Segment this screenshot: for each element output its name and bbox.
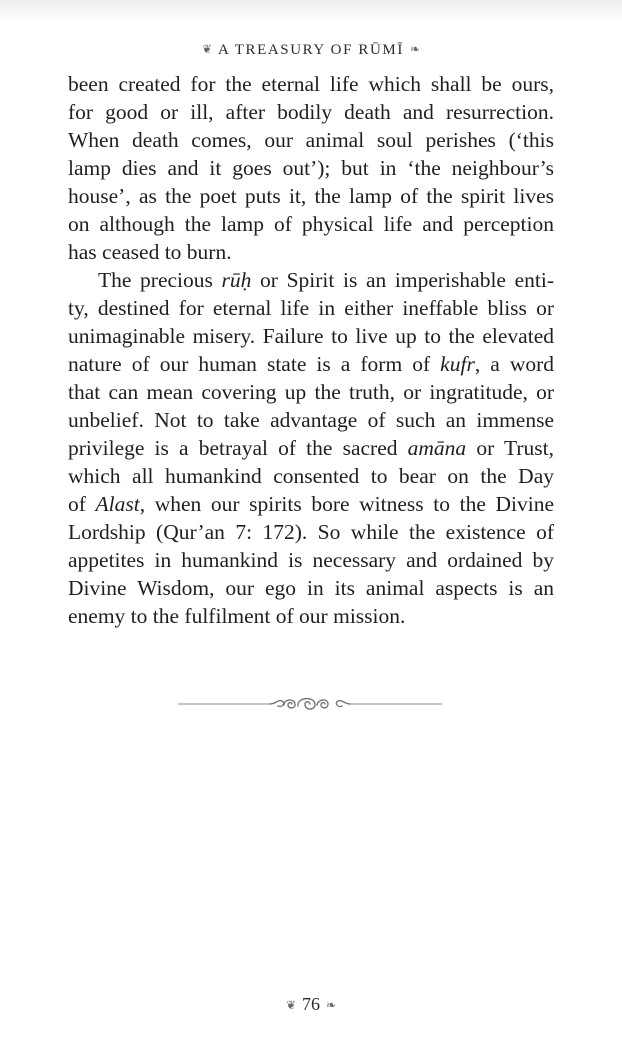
body-text [68,70,554,630]
italic-term: kufr [440,352,475,376]
paragraph-1-line: been created for the eternal life which shall be ours, [68,72,554,96]
text-run: The precious [98,268,222,292]
paragraph-2-line: enemy to the fulfilment of our mission. [68,604,406,628]
fleuron-left-icon: ❦ [285,998,296,1012]
running-header [0,42,622,59]
paragraph-2-line [68,434,554,462]
paragraph-2-line: which all humankind consented to bear on the Day [68,464,554,488]
paragraph-1-line: house’, as the poet puts it, the lamp of the spirit lives [68,184,554,208]
section-divider-flourish-icon [178,692,442,716]
text-run: or Spirit is an imperishable enti- [251,268,554,292]
fleuron-right-icon: ❧ [326,998,337,1012]
paragraph-1-line: lamp dies and it goes out’); but in ‘the neighbour’s [68,156,554,180]
fleuron-right-icon: ❧ [409,42,421,56]
paragraph-1-line: When death comes, our animal soul perishes (‘this [68,128,554,152]
text-run: or Trust, [466,436,554,460]
paragraph-2-line: Lordship (Qur’an 7: 172). So while the existence of [68,520,554,544]
page-footer [0,994,622,1015]
paragraph-2-line: ty, destined for eternal life in either ineffable bliss or [68,296,554,320]
paragraph-2-line [68,490,554,518]
text-run: , when our spirits bore witness to the Divine [139,492,554,516]
paragraph-2-line: unimaginable misery. Failure to live up to the elevated [68,324,554,348]
running-title: A TREASURY OF RŪMĪ [218,42,404,58]
text-run: privilege is a betrayal of the sacred [68,436,408,460]
paragraph-2-line: Divine Wisdom, our ego in its animal aspects is an [68,576,554,600]
text-run: nature of our human state is a form of [68,352,441,376]
italic-term: amāna [407,436,467,460]
paragraph-2-line: unbelief. Not to take advantage of such an immense [68,408,554,432]
paragraph-2-line: appetites in humankind is necessary and ordained by [68,548,554,572]
paragraph-1-line: for good or ill, after bodily death and resurrection. [68,100,554,124]
page-top-shadow [0,0,622,22]
paragraph-2-line: that can mean covering up the truth, or ingratitude, or [68,380,554,404]
fleuron-left-icon: ❦ [201,42,213,56]
paragraph-2-line [68,266,554,294]
italic-term: Alast [95,492,140,516]
italic-term: rūḥ [221,268,252,292]
text-run: of [68,492,96,516]
text-run: , a word [474,352,554,376]
paragraph-1-line: has ceased to burn. [68,240,232,264]
paragraph-2-line [68,350,554,378]
paragraph-1-line: on although the lamp of physical life and perception [68,212,554,236]
page-number: 76 [302,994,320,1014]
